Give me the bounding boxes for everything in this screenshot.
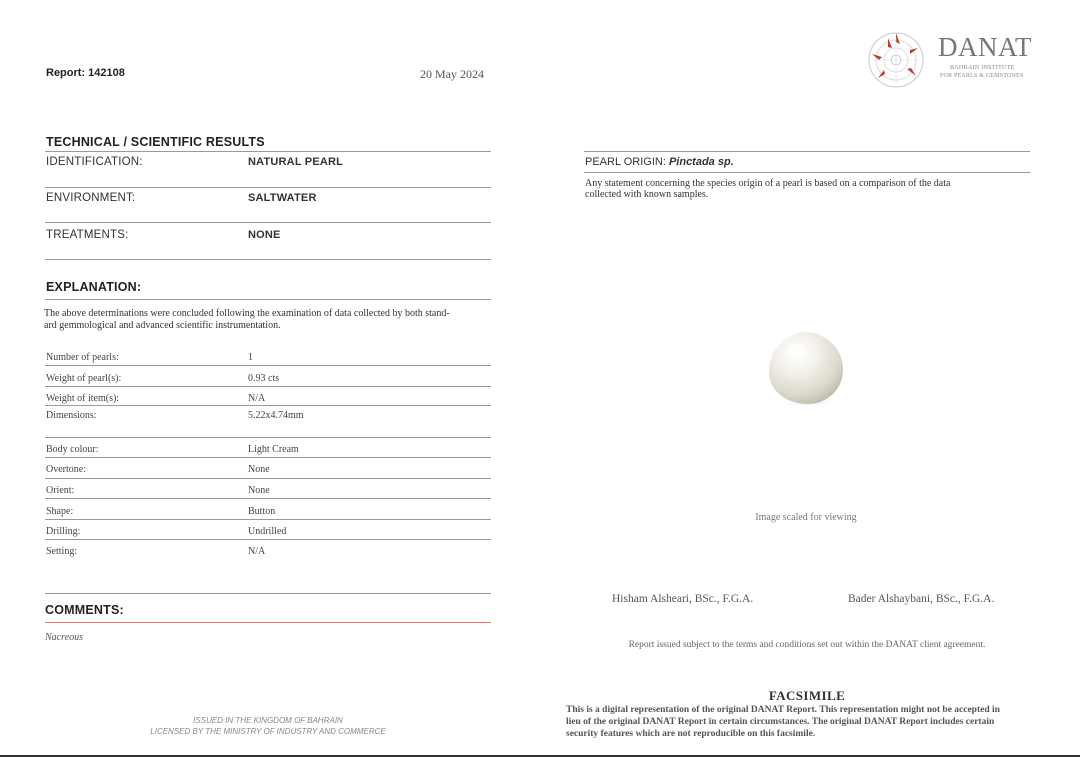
pearl-origin-label: PEARL ORIGIN: — [585, 156, 669, 168]
detail-value: None — [248, 464, 270, 475]
detail-value: Undrilled — [248, 526, 287, 537]
row-divider — [45, 437, 491, 438]
signatory-right: Bader Alshaybani, BSc., F.G.A. — [848, 593, 995, 605]
technical-heading: TECHNICAL / SCIENTIFIC RESULTS — [46, 135, 265, 149]
image-caption: Image scaled for viewing — [755, 512, 857, 523]
explanation-text-1: The above determinations were concluded following the examination of data collected by both stand- — [44, 308, 450, 319]
comments-rule — [45, 622, 491, 623]
detail-value: 5.22x4.74mm — [248, 410, 304, 421]
explanation-rule — [45, 299, 491, 300]
origin-note-2: collected with known samples. — [585, 189, 709, 200]
detail-label: Setting: — [46, 546, 78, 557]
danat-logo — [866, 30, 1036, 90]
row-divider — [45, 457, 491, 458]
identification-value: NATURAL PEARL — [248, 156, 344, 168]
explanation-heading: EXPLANATION: — [46, 280, 142, 294]
identification-label: IDENTIFICATION: — [46, 156, 143, 168]
row-divider — [45, 498, 491, 499]
detail-label: Overtone: — [46, 464, 86, 475]
explanation-text-2: ard gemmological and advanced scientific instrumentation. — [44, 320, 281, 331]
row-divider — [45, 405, 491, 406]
origin-bottom-rule — [584, 172, 1030, 173]
detail-label: Dimensions: — [46, 410, 97, 421]
detail-value: N/A — [248, 546, 266, 557]
detail-value: None — [248, 485, 270, 496]
facsimile-heading: FACSIMILE — [768, 688, 846, 703]
pearl-origin — [585, 156, 734, 168]
comments-heading: COMMENTS: — [45, 603, 124, 617]
terms-text: Report issued subject to the terms and conditions set out within the DANAT client agreement. — [628, 640, 986, 650]
detail-value: 0.93 cts — [248, 373, 280, 384]
report-date: 20 May 2024 — [420, 67, 484, 81]
row-divider — [45, 539, 491, 540]
row-divider — [45, 478, 491, 479]
issued-line-1: ISSUED IN THE KINGDOM OF BAHRAIN — [193, 716, 343, 725]
row-divider — [45, 187, 491, 188]
technical-heading-rule — [45, 151, 491, 152]
brand-name: DANAT — [938, 32, 1032, 62]
facsimile-text-3: security features which are not reproducible on this facsimile. — [566, 729, 816, 739]
row-divider — [45, 259, 491, 260]
detail-label: Drilling: — [46, 526, 81, 537]
danat-emblem-icon — [866, 30, 926, 90]
row-divider — [45, 222, 491, 223]
issued-line-2: LICENSED BY THE MINISTRY OF INDUSTRY AND COMMERCE — [150, 727, 386, 736]
pearl-origin-value: Pinctada sp. — [668, 156, 734, 168]
comments-top-rule — [45, 593, 491, 594]
pearl-icon — [764, 326, 848, 410]
detail-label: Weight of pearl(s): — [46, 373, 122, 384]
report-number: Report: 142108 — [46, 67, 125, 79]
treatments-label: TREATMENTS: — [46, 229, 129, 241]
origin-note-1: Any statement concerning the species origin of a pearl is based on a comparison of the data — [585, 178, 951, 189]
detail-value: 1 — [248, 352, 253, 363]
brand-subtitle-1: BAHRAIN INSTITUTE — [950, 65, 1015, 71]
detail-label: Number of pearls: — [46, 352, 119, 363]
row-divider — [45, 386, 491, 387]
detail-label: Weight of item(s): — [46, 393, 120, 404]
signatory-left: Hisham Alsheari, BSc., F.G.A. — [612, 593, 754, 605]
row-divider — [45, 365, 491, 366]
detail-value: Button — [248, 506, 276, 517]
origin-top-rule — [584, 151, 1030, 152]
row-divider — [45, 519, 491, 520]
pearl-image — [764, 326, 848, 410]
detail-label: Body colour: — [46, 444, 99, 455]
environment-value: SALTWATER — [248, 192, 317, 204]
facsimile-text-2: lieu of the original DANAT Report in certain circumstances. The original DANAT Report includes certain — [566, 717, 995, 727]
detail-label: Orient: — [46, 485, 75, 496]
brand-subtitle-2: FOR PEARLS & GEMSTONES — [940, 73, 1024, 79]
facsimile-text-1: This is a digital representation of the original DANAT Report. This representation might not be accepted in — [566, 705, 1000, 715]
detail-label: Shape: — [46, 506, 74, 517]
treatments-value: NONE — [248, 229, 281, 241]
detail-value: N/A — [248, 393, 266, 404]
detail-value: Light Cream — [248, 444, 299, 455]
comments-text: Nacreous — [45, 632, 83, 643]
environment-label: ENVIRONMENT: — [46, 192, 136, 204]
